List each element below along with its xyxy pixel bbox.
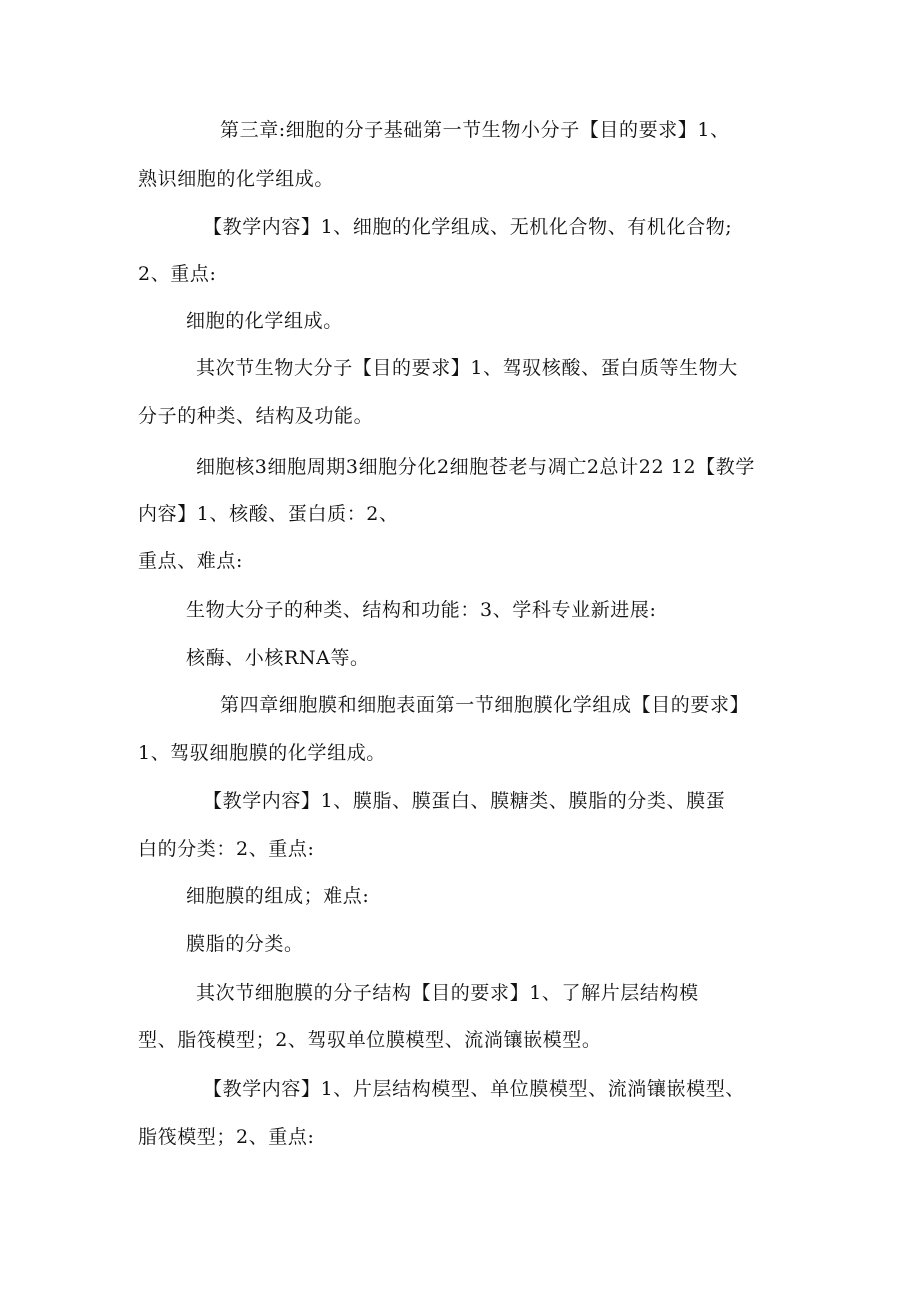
text-line-17: 细胞膜的组成；难点: <box>186 885 370 907</box>
text-line-3: 【教学内容】1、细胞的化学组成、无机化合物、有机化合物; <box>203 216 733 238</box>
text-line-7: 分子的种类、结构及功能。 <box>138 405 374 427</box>
text-line-2: 熟识细胞的化学组成。 <box>138 168 335 190</box>
text-line-18: 膜脂的分类。 <box>186 933 304 955</box>
text-line-16: 白的分类：2、重点: <box>138 838 315 860</box>
text-line-1: 第三章:细胞的分子基础第一节生物小分子【目的要求】1、 <box>220 119 730 141</box>
text-line-20: 型、脂筏模型；2、驾驭单位膜模型、流淌镶嵌模型。 <box>138 1029 602 1051</box>
text-line-14: 1、驾驭细胞膜的化学组成。 <box>138 742 386 764</box>
text-line-21: 【教学内容】1、片层结构模型、单位膜模型、流淌镶嵌模型、 <box>203 1078 745 1100</box>
text-line-9: 内容】1、核酸、蛋白质：2、 <box>138 503 399 525</box>
text-line-8: 细胞核3细胞周期3细胞分化2细胞苍老与凋亡2总计22 12【教学 <box>196 456 755 478</box>
text-line-6: 其次节生物大分子【目的要求】1、驾驭核酸、蛋白质等生物大 <box>196 357 738 379</box>
text-line-13: 第四章细胞膜和细胞表面第一节细胞膜化学组成【目的要求】 <box>220 694 750 716</box>
text-line-22: 脂筏模型；2、重点: <box>138 1126 315 1148</box>
text-line-12: 核酶、小核RNA等。 <box>186 647 370 669</box>
text-line-15: 【教学内容】1、膜脂、膜蛋白、膜糖类、膜脂的分类、膜蛋 <box>203 790 726 812</box>
text-line-4: 2、重点: <box>138 263 217 285</box>
text-line-11: 生物大分子的种类、结构和功能：3、学科专业新进展: <box>186 599 657 621</box>
text-line-10: 重点、难点: <box>138 550 244 572</box>
text-line-19: 其次节细胞膜的分子结构【目的要求】1、了解片层结构模 <box>196 982 699 1004</box>
text-line-5: 细胞的化学组成。 <box>186 310 343 332</box>
